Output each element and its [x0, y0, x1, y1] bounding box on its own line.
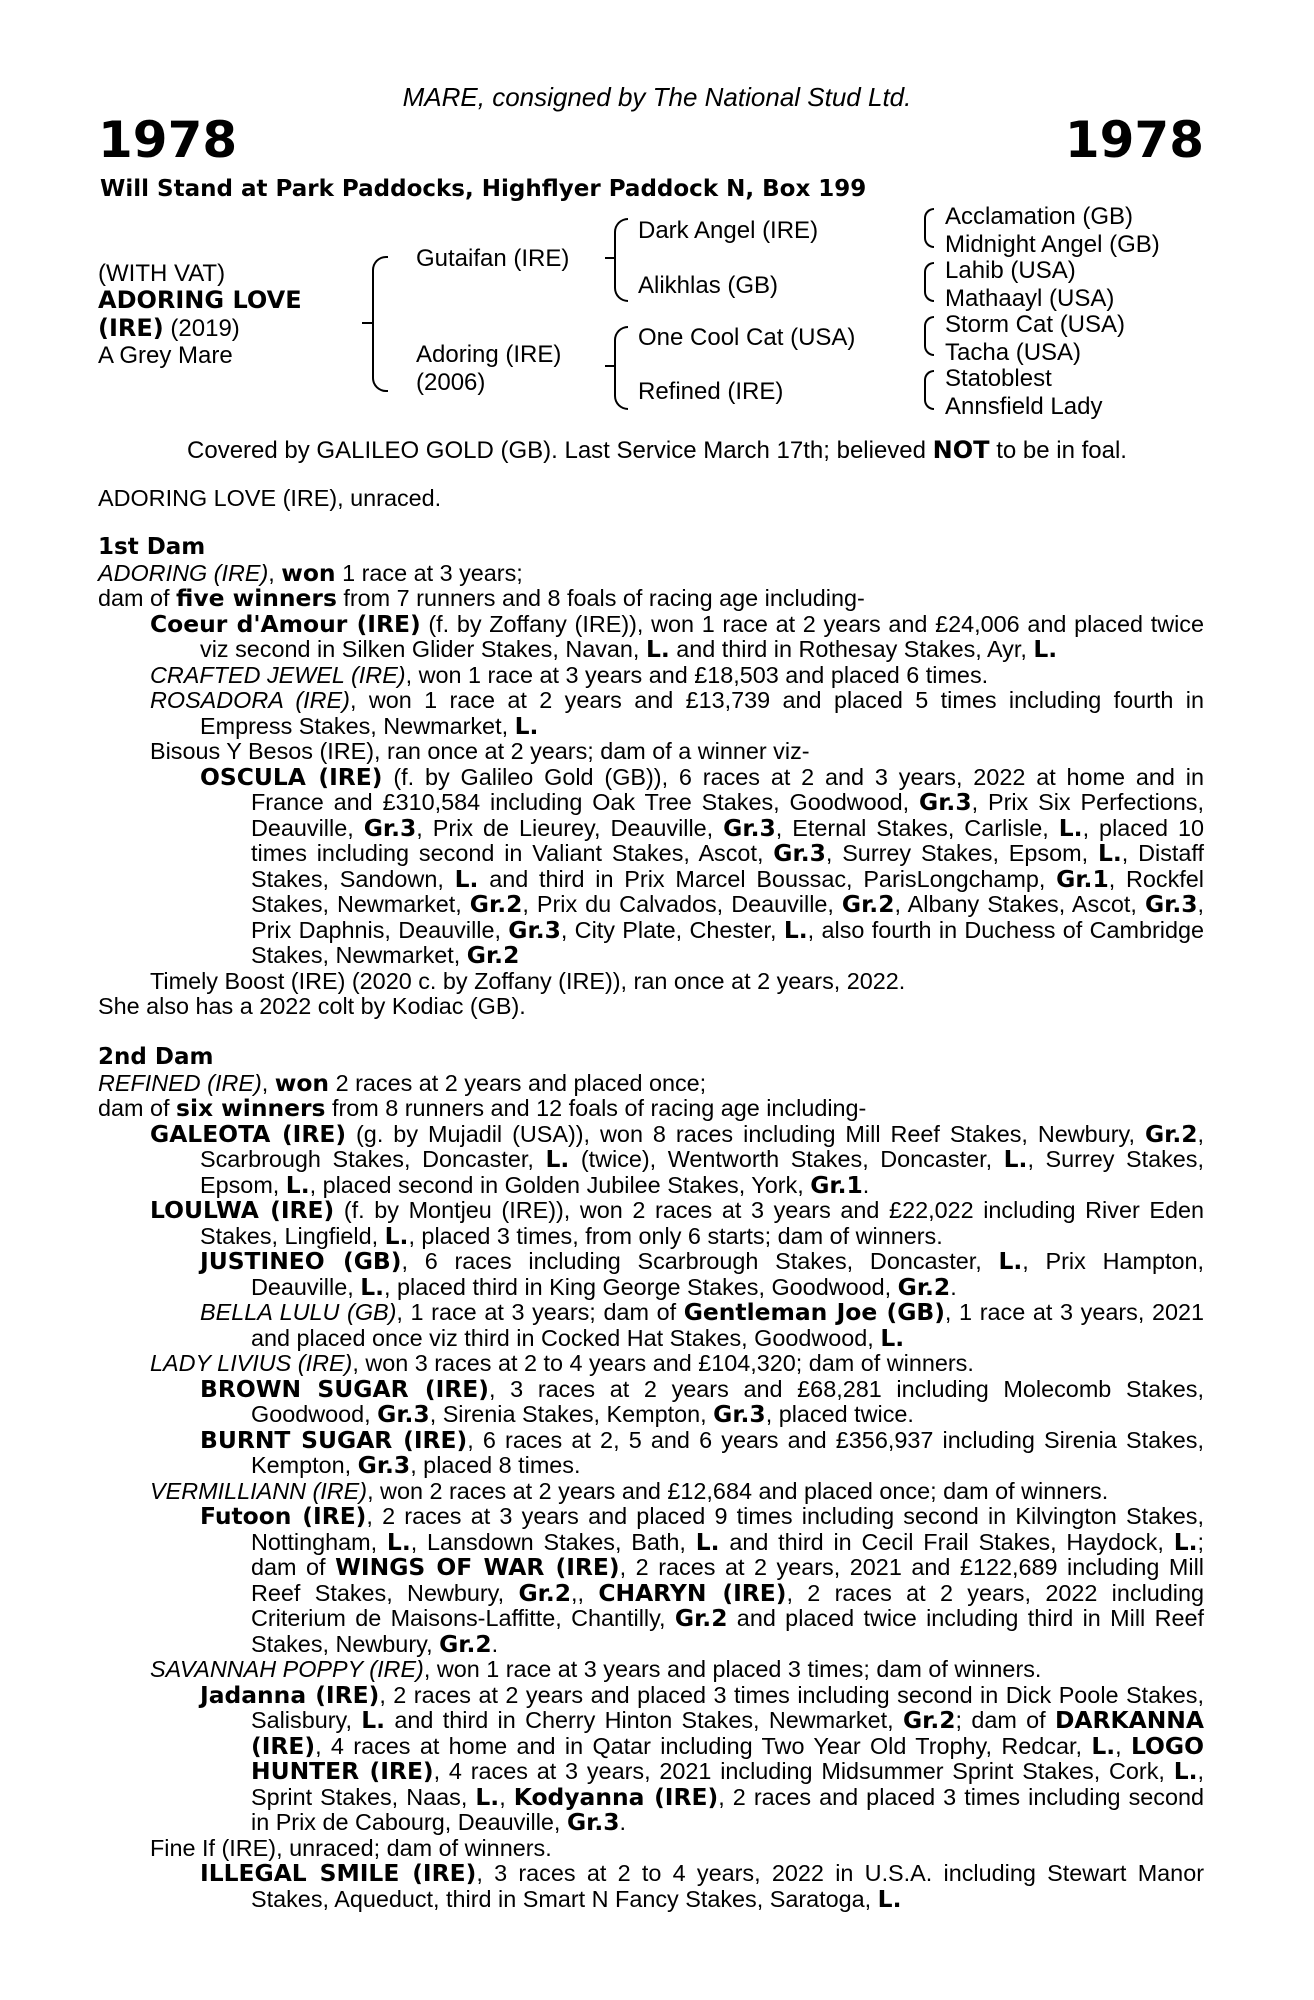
dam: Adoring (IRE): [416, 341, 562, 368]
bella-lulu-entry: BELLA LULU (GB), 1 race at 3 years; dam of Gentleman Joe (GB), 1 race at 3 years, 2021 and placed once viz third in Cocked Hat Stakes, Goodwood, L.: [200, 1298, 1204, 1352]
stand-location: Will Stand at Park Paddocks, Highflyer Paddock N, Box 199: [100, 176, 867, 202]
fine-if-entry: Fine If (IRE), unraced; dam of winners.: [150, 1834, 552, 1861]
covered-text: Covered by GALILEO GOLD (GB). Last Service March 17th; believed: [187, 437, 933, 464]
g-brace-1: [924, 208, 934, 248]
pedigree-brace-point: [362, 322, 372, 324]
savannah-poppy-entry: SAVANNAH POPPY (IRE), won 1 race at 3 years and placed 3 times; dam of winners.: [150, 1656, 1042, 1682]
second-dam-line: REFINED (IRE), won 2 races at 2 years and placed once;: [98, 1068, 707, 1097]
second-dam-heading: 2nd Dam: [98, 1044, 214, 1070]
vermilliann-entry: VERMILLIANN (IRE), won 2 races at 2 years and £12,684 and placed once; dam of winners.: [150, 1477, 1109, 1504]
first-dam-line: ADORING (IRE), won 1 race at 3 years;: [98, 558, 523, 587]
covered-not: NOT: [932, 436, 990, 464]
crafted-jewel-entry: CRAFTED JEWEL (IRE), won 1 race at 3 years and £18,503 and placed 6 times.: [150, 661, 989, 688]
dam-sire: One Cool Cat (USA): [638, 324, 856, 351]
horse-name: ADORING LOVE: [98, 286, 302, 314]
granddam-4: Annsfield Lady: [945, 393, 1103, 420]
galeota-entry: GALEOTA (IRE) (g. by Mujadil (USA)), won 8 races including Mill Reef Stakes, Newbury, Gr.2, Scarbrough Stakes, Doncaster, L. (twice), Wentworth Stakes, Doncaster, L., Surrey Stakes, Epsom, L., placed second in Golden Jubilee Stakes, York, Gr.1.: [150, 1119, 1204, 1199]
sire-brace-point: [605, 257, 615, 259]
timely-boost-entry: Timely Boost (IRE) (2020 c. by Zoffany (IRE)), ran once at 2 years, 2022.: [150, 967, 906, 994]
intro-line: ADORING LOVE (IRE), unraced.: [98, 485, 442, 511]
burnt-sugar-entry: BURNT SUGAR (IRE), 6 races at 2, 5 and 6 years and £356,937 including Sirenia Stakes, Kempton, Gr.3, placed 8 times.: [200, 1425, 1204, 1479]
first-dam-heading: 1st Dam: [98, 534, 206, 560]
second-dam-produce-line: dam of six winners from 8 runners and 12 foals of racing age including-: [98, 1094, 867, 1122]
lady-livius-entry: LADY LIVIUS (IRE), won 3 races at 2 to 4 years and £104,320; dam of winners.: [150, 1350, 974, 1376]
g-brace-3: [924, 316, 934, 356]
dam-brace: [614, 326, 628, 410]
justineo-entry: JUSTINEO (GB), 6 races including Scarbrough Stakes, Doncaster, L., Prix Hampton, Deauville, L., placed third in King George Stakes, Goodwood, Gr.2.: [200, 1247, 1204, 1301]
covered-text-end: to be in foal.: [989, 437, 1127, 464]
bisous-entry: Bisous Y Besos (IRE), ran once at 2 years; dam of a winner viz-: [150, 738, 810, 764]
grandsire-4: Statoblest: [945, 365, 1052, 392]
futoon-entry: Futoon (IRE), 2 races at 3 years and placed 9 times including second in Kilvington Stakes, Nottingham, L., Lansdown Stakes, Bath, L. and third in Cecil Frail Stakes, Haydock, L.; dam of WINGS OF WAR (IRE), 2 races at 2 years, 2021 and £122,689 including Mill Reef Stakes, Newbury, Gr.2,, CHARYN (IRE), 2 races at 2 years, 2022 including Criterium de Maisons-Laffitte, Chantilly, Gr.2 and placed twice including third in Mill Reef Stakes, Newbury, Gr.2.: [200, 1502, 1205, 1658]
illegal-smile-entry: ILLEGAL SMILE (IRE), 3 races at 2 to 4 years, 2022 in U.S.A. including Stewart Manor Stakes, Aqueduct, third in Smart N Fancy Stakes, Saratoga, L.: [200, 1859, 1204, 1913]
consignor-line: MARE, consigned by The National Stud Ltd.: [402, 82, 912, 112]
dam-year: (2006): [416, 369, 486, 396]
colt-note: She also has a 2022 colt by Kodiac (GB).: [98, 993, 526, 1019]
rosadora-entry: ROSADORA (IRE), won 1 race at 2 years and £13,739 and placed 5 times including fourth in Empress Stakes, Newmarket, L.: [150, 687, 1204, 740]
oscula-entry: OSCULA (IRE) (f. by Galileo Gold (GB)), 6 races at 2 and 3 years, 2022 at home and in France and £310,584 including Oak Tree Stakes, Goodwood, Gr.3, Prix Six Perfections, Deauville, Gr.3, Prix de Lieurey, Deauville, Gr.3, Eternal Stakes, Carlisle, L., placed 10 times including second in Valiant Stakes, Ascot, Gr.3, Surrey Stakes, Epsom, L., Distaff Stakes, Sandown, L. and third in Prix Marcel Boussac, ParisLongchamp, Gr.1, Rockfel Stakes, Newmarket, Gr.2, Prix du Calvados, Deauville, Gr.2, Albany Stakes, Ascot, Gr.3, Prix Daphnis, Deauville, Gr.3, City Plate, Chester, L., also fourth in Duchess of Cambridge Stakes, Newmarket, Gr.2: [200, 762, 1204, 969]
sire-dam: Alikhlas (GB): [638, 272, 779, 299]
granddam-1: Midnight Angel (GB): [945, 231, 1160, 258]
loulwa-entry: LOULWA (IRE) (f. by Montjeu (IRE)), won 2 races at 3 years and £22,022 including River Eden Stakes, Lingfield, L., placed 3 times, from only 6 starts; dam of winners.: [150, 1196, 1204, 1250]
horse-description: A Grey Mare: [98, 342, 233, 369]
sire: Gutaifan (IRE): [416, 245, 570, 272]
g-brace-2: [924, 262, 934, 302]
horse-country-year: [98, 314, 240, 343]
coeur-damour-entry: Coeur d'Amour (IRE) (f. by Zoffany (IRE)), won 1 race at 2 years and £24,006 and placed twice viz second in Silken Glider Stakes, Navan, L. and third in Rothesay Stakes, Ayr, L.: [150, 609, 1204, 663]
dam-brace-point: [605, 365, 615, 367]
pedigree-brace: [372, 256, 388, 392]
grandsire-1: Acclamation (GB): [945, 203, 1134, 230]
brown-sugar-entry: BROWN SUGAR (IRE), 3 races at 2 years and £68,281 including Molecomb Stakes, Goodwood, Gr.3, Sirenia Stakes, Kempton, Gr.3, placed twice.: [200, 1374, 1204, 1428]
dam-dam: Refined (IRE): [638, 378, 784, 405]
lot-number-right: 1978: [1064, 111, 1204, 169]
second-dam-section: [98, 1045, 1204, 1912]
jadanna-entry: Jadanna (IRE), 2 races at 2 years and placed 3 times including second in Dick Poole Stakes, Salisbury, L. and third in Cherry Hinton Stakes, Newmarket, Gr.2; dam of DARKANNA (IRE), 4 races at home and in Qatar including Two Year Old Trophy, Redcar, L., LOGO HUNTER (IRE), 4 races at 3 years, 2021 including Midsummer Sprint Stakes, Cork, L., Sprint Stakes, Naas, L., Kodyanna (IRE), 2 races and placed 3 times including second in Prix de Cabourg, Deauville, Gr.3.: [200, 1680, 1205, 1836]
grandsire-3: Storm Cat (USA): [945, 311, 1126, 338]
grandsire-2: Lahib (USA): [945, 257, 1076, 284]
granddam-2: Mathaayl (USA): [945, 285, 1115, 312]
granddam-3: Tacha (USA): [945, 339, 1082, 366]
g-brace-4: [924, 370, 934, 410]
vat-label: (WITH VAT): [98, 260, 226, 287]
sire-brace: [614, 218, 628, 302]
covered-line: [0, 436, 1314, 465]
lot-number-left: 1978: [98, 111, 238, 169]
first-dam-section: [98, 535, 1204, 1020]
first-dam-produce-line: dam of five winners from 7 runners and 8 foals of racing age including-: [98, 584, 865, 612]
horse-year: (2019): [170, 315, 240, 342]
horse-country: (IRE): [98, 314, 164, 342]
sire-sire: Dark Angel (IRE): [638, 217, 819, 244]
